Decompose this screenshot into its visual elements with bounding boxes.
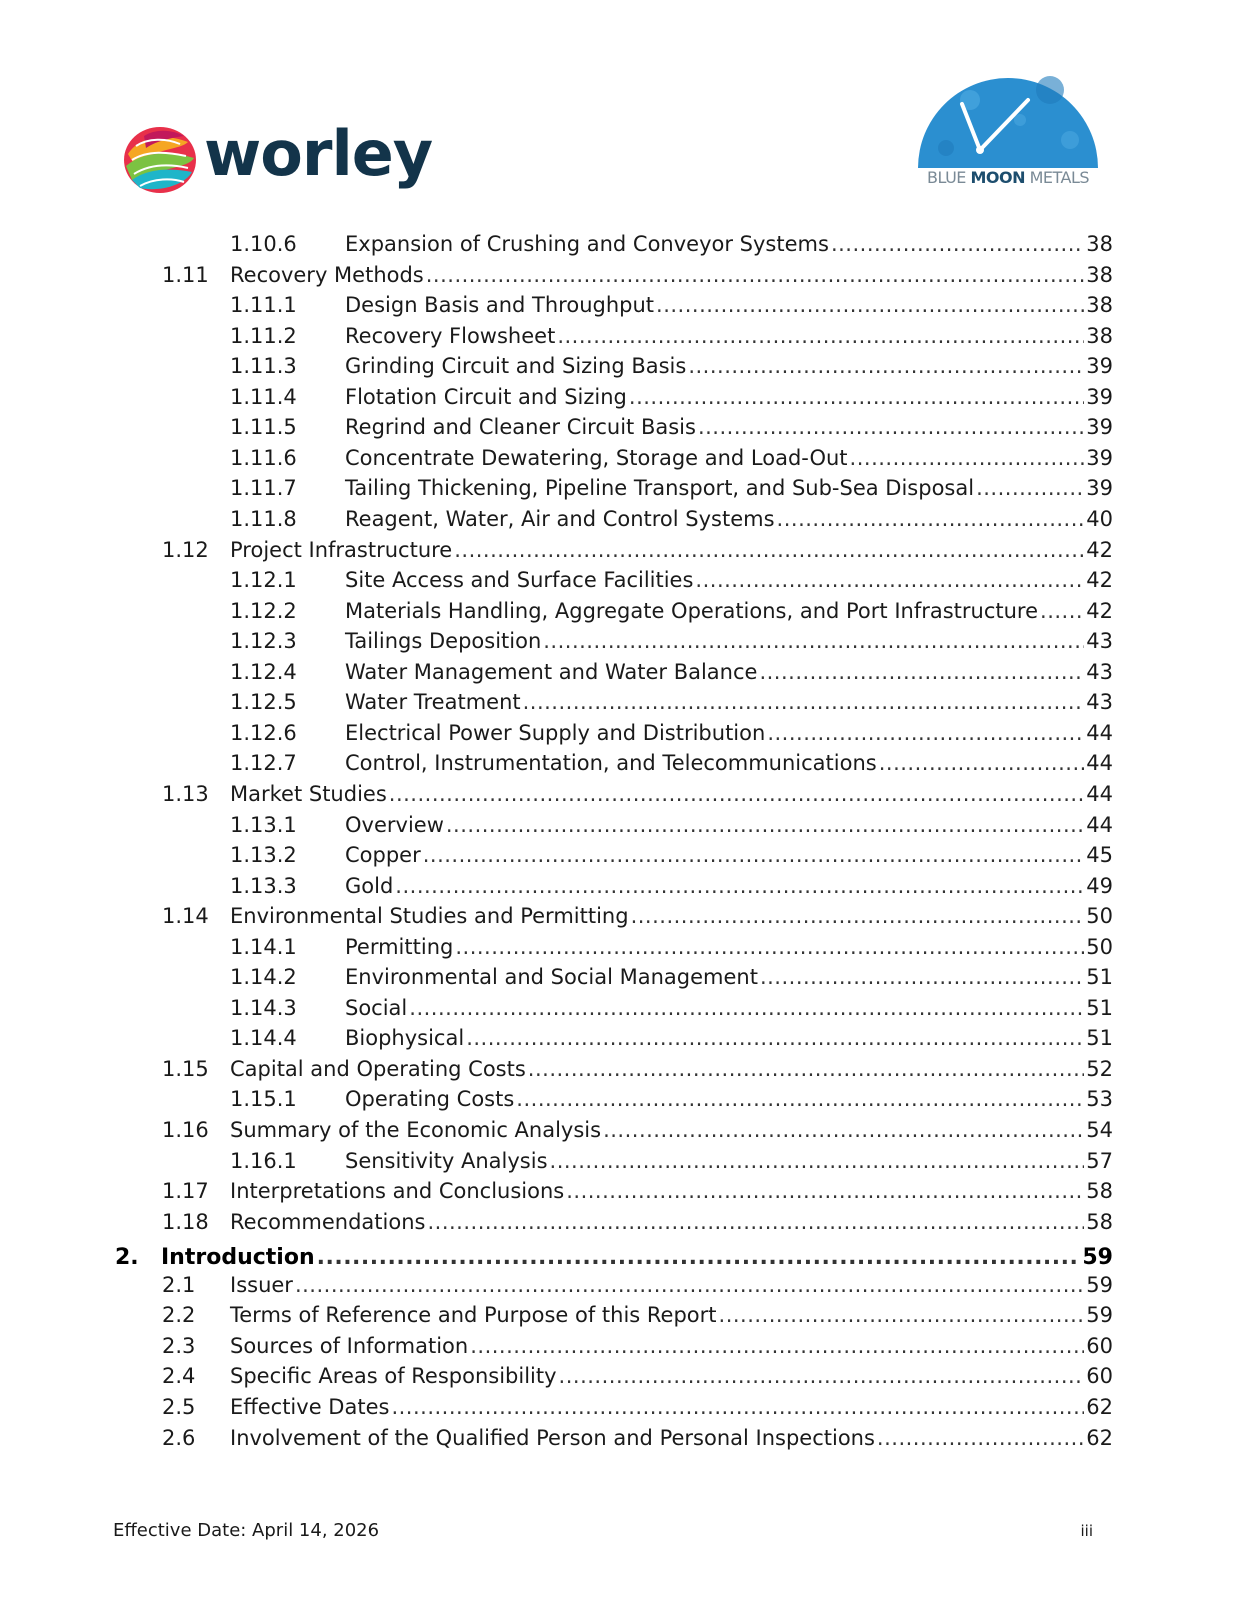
toc-entry-page: 39	[1086, 415, 1113, 440]
toc-entry[interactable]	[230, 962, 1113, 993]
toc-entry-title: Flotation Circuit and Sizing	[345, 384, 627, 409]
toc-entry-number: 1.12.3	[230, 629, 297, 654]
toc-entry[interactable]	[230, 565, 1113, 596]
toc-entry[interactable]	[230, 718, 1113, 749]
toc-entry-title: Design Basis and Throughput	[345, 293, 655, 318]
toc-entry[interactable]	[162, 1176, 1113, 1207]
toc-dot-leader	[760, 962, 1084, 993]
page-header	[0, 0, 1250, 210]
toc-entry-number: 2.4	[162, 1364, 196, 1389]
toc-entry-page: 51	[1086, 965, 1113, 990]
toc-entry-page: 53	[1086, 1087, 1113, 1112]
toc-entry[interactable]	[162, 1300, 1113, 1331]
toc-entry-page: 50	[1086, 904, 1113, 929]
toc-entry[interactable]	[230, 1084, 1113, 1115]
toc-entry-number: 1.14.3	[230, 995, 297, 1020]
toc-entry[interactable]	[230, 748, 1113, 779]
toc-dot-leader	[427, 1207, 1084, 1238]
toc-dot-leader	[466, 1023, 1084, 1054]
toc-entry-page: 42	[1086, 537, 1113, 562]
toc-entry-number: 2.1	[162, 1272, 196, 1297]
blue-moon-metals-logo	[910, 60, 1106, 190]
toc-entry-page: 44	[1086, 781, 1113, 806]
toc-entry[interactable]	[162, 1270, 1113, 1301]
toc-entry-number: 2.3	[162, 1333, 196, 1358]
toc-entry-title: Market Studies	[230, 781, 387, 806]
toc-entry-title: Expansion of Crushing and Conveyor Systems	[345, 232, 829, 256]
toc-dot-leader	[603, 1115, 1084, 1146]
toc-entry-page: 54	[1086, 1118, 1113, 1142]
toc-entry-title: Environmental and Social Management	[345, 965, 758, 990]
toc-dot-leader	[698, 412, 1084, 443]
toc-entry-page: 44	[1086, 812, 1113, 837]
effective-date: Effective Date: April 14, 2026	[113, 1520, 380, 1541]
toc-entry-page: 38	[1086, 293, 1113, 318]
toc-entry[interactable]	[230, 382, 1113, 413]
toc-entry-page: 44	[1086, 751, 1113, 776]
toc-entry-title: Gold	[345, 873, 394, 898]
blue-moon-metals-wordmark	[910, 168, 1106, 187]
toc-entry-page: 59	[1082, 1245, 1113, 1271]
toc-entry-page: 62	[1086, 1394, 1113, 1419]
toc-dot-leader	[976, 473, 1084, 504]
toc-entry-title: Capital and Operating Costs	[230, 1056, 526, 1081]
toc-entry-page: 49	[1086, 873, 1113, 898]
toc-entry[interactable]	[162, 1331, 1113, 1362]
toc-entry-title: Project Infrastructure	[230, 537, 453, 562]
toc-entry-number: 1.12.6	[230, 720, 297, 745]
toc-dot-leader	[446, 810, 1084, 841]
toc-entry[interactable]	[162, 1423, 1113, 1454]
moon-clock-logo-icon	[910, 60, 1106, 170]
toc-entry-page: 51	[1086, 995, 1113, 1020]
toc-entry-number: 1.16.1	[230, 1148, 297, 1173]
toc-entry-title: Overview	[345, 812, 444, 837]
toc-entry-number: 1.14.1	[230, 934, 297, 959]
toc-entry[interactable]	[230, 290, 1113, 321]
toc-entry-number: 1.11	[162, 262, 209, 287]
toc-entry-number: 1.14	[162, 904, 209, 929]
toc-dot-leader	[877, 1423, 1084, 1454]
toc-entry-page: 42	[1086, 568, 1113, 593]
toc-entry-number: 1.13.1	[230, 812, 297, 837]
toc-entry-number: 1.11.5	[230, 415, 297, 440]
toc-entry[interactable]	[162, 1207, 1113, 1238]
toc-entry-page: 60	[1086, 1364, 1113, 1389]
toc-entry-number: 2.5	[162, 1394, 196, 1419]
toc-entry-title: Water Treatment	[345, 690, 521, 715]
toc-entry-title: Materials Handling, Aggregate Operations, and Port Infrastructure	[345, 598, 1039, 623]
toc-entry[interactable]	[162, 1054, 1113, 1085]
toc-entry-number: 1.11.6	[230, 445, 297, 470]
toc-entry-page: 43	[1086, 629, 1113, 654]
toc-entry-title: Summary of the Economic Analysis	[230, 1118, 602, 1142]
toc-entry-title: Site Access and Surface Facilities	[345, 568, 694, 593]
toc-entry-number: 1.11.8	[230, 506, 297, 531]
toc-entry-page: 60	[1086, 1333, 1113, 1358]
toc-entry-title: Issuer	[230, 1272, 293, 1297]
toc-entry-number: 1.15.1	[230, 1087, 297, 1112]
toc-entry-number: 1.12.5	[230, 690, 297, 715]
toc-entry-title: Introduction	[161, 1245, 315, 1271]
toc-entry-number: 2.6	[162, 1425, 196, 1450]
toc-entry[interactable]	[230, 1023, 1113, 1054]
toc-entry-number: 1.18	[162, 1209, 209, 1234]
toc-entry-number: 1.11.4	[230, 384, 297, 409]
toc-dot-leader	[656, 290, 1084, 321]
toc-entry-number: 2.2	[162, 1303, 196, 1328]
toc-entry[interactable]	[162, 535, 1113, 566]
toc-entry-title: Permitting	[345, 934, 454, 959]
toc-entry-page: 51	[1086, 1026, 1113, 1051]
toc-entry-number: 1.12.4	[230, 659, 297, 684]
worley-logo	[122, 117, 442, 200]
toc-entry-number: 1.13.3	[230, 873, 297, 898]
toc-entry-page: 40	[1086, 506, 1113, 531]
toc-entry-number: 1.14.4	[230, 1026, 297, 1051]
toc-entry-number: 1.12.2	[230, 598, 297, 623]
toc-entry-page: 43	[1086, 690, 1113, 715]
toc-dot-leader	[631, 901, 1085, 932]
toc-entry-number: 1.13	[162, 781, 209, 806]
toc-entry[interactable]	[230, 443, 1113, 474]
blue-moon-text-moon: MOON	[970, 168, 1025, 187]
toc-entry[interactable]	[230, 840, 1113, 871]
toc-entry-page: 58	[1086, 1179, 1113, 1204]
toc-entry-page: 45	[1086, 843, 1113, 867]
toc-entry-title: Recovery Methods	[230, 262, 424, 287]
toc-dot-leader	[455, 932, 1084, 963]
toc-entry[interactable]	[162, 901, 1113, 932]
toc-entry[interactable]	[230, 687, 1113, 718]
toc-dot-leader	[409, 993, 1084, 1024]
toc-dot-leader	[759, 657, 1084, 688]
toc-entry-title: Sources of Information	[230, 1333, 469, 1358]
toc-entry-page: 58	[1086, 1209, 1113, 1234]
toc-entry-title: Operating Costs	[345, 1087, 515, 1112]
toc-entry-title: Regrind and Cleaner Circuit Basis	[345, 415, 696, 440]
blue-moon-text-blue: BLUE	[926, 168, 971, 187]
toc-entry[interactable]	[162, 1361, 1113, 1392]
toc-dot-leader	[516, 1084, 1084, 1115]
toc-entry-title: Social	[345, 995, 408, 1020]
toc-entry[interactable]	[230, 412, 1113, 443]
toc-entry[interactable]	[230, 504, 1113, 535]
toc-dot-leader	[426, 260, 1085, 291]
toc-dot-leader	[557, 321, 1084, 352]
toc-entry-page: 62	[1086, 1425, 1113, 1450]
toc-entry-title: Tailings Deposition	[345, 629, 542, 654]
toc-dot-leader	[317, 1242, 1081, 1273]
toc-entry-number: 1.11.1	[230, 293, 297, 318]
toc-entry[interactable]	[230, 626, 1113, 657]
toc-entry-title: Recommendations	[230, 1209, 426, 1234]
toc-entry-title: Tailing Thickening, Pipeline Transport, and Sub-Sea Disposal	[345, 476, 975, 501]
toc-dot-leader	[454, 535, 1084, 566]
toc-dot-leader	[391, 1392, 1084, 1423]
toc-entry-title: Control, Instrumentation, and Telecommunications	[345, 751, 877, 776]
toc-dot-leader	[470, 1331, 1084, 1362]
toc-entry-number: 1.12.1	[230, 568, 297, 593]
toc-entry-number: 1.14.2	[230, 965, 297, 990]
toc-entry-number: 1.11.7	[230, 476, 297, 501]
toc-entry-number: 1.13.2	[230, 843, 297, 867]
toc-entry[interactable]	[162, 1115, 1113, 1146]
toc-entry-page: 43	[1086, 659, 1113, 684]
worley-wordmark: worley	[204, 117, 433, 190]
toc-entry-number: 1.11.3	[230, 354, 297, 379]
toc-entry-title: Involvement of the Qualified Person and Personal Inspections	[230, 1425, 875, 1450]
toc-entry-title: Specific Areas of Responsibility	[230, 1364, 557, 1389]
toc-dot-leader	[1040, 596, 1084, 627]
toc-entry-page: 39	[1086, 354, 1113, 379]
toc-entry[interactable]	[230, 657, 1113, 688]
toc-entry-title: Copper	[345, 843, 421, 867]
toc-entry[interactable]	[162, 260, 1113, 291]
toc-dot-leader	[719, 1300, 1085, 1331]
toc-entry-page: 38	[1086, 323, 1113, 348]
page-number: iii	[1080, 1522, 1093, 1540]
toc-entry[interactable]	[230, 596, 1113, 627]
toc-dot-leader	[629, 382, 1084, 413]
toc-entry-number: 1.17	[162, 1179, 209, 1204]
toc-entry[interactable]	[115, 1242, 1113, 1273]
toc-dot-leader	[550, 1146, 1085, 1177]
toc-dot-leader	[528, 1054, 1084, 1085]
toc-dot-leader	[295, 1270, 1084, 1301]
toc-dot-leader	[543, 626, 1084, 657]
toc-entry-title: Terms of Reference and Purpose of this Report	[230, 1303, 717, 1328]
worley-swirl-logo-icon	[122, 124, 198, 196]
toc-dot-leader	[559, 1361, 1085, 1392]
toc-entry[interactable]	[230, 351, 1113, 382]
toc-entry-title: Concentrate Dewatering, Storage and Load-Out	[345, 445, 848, 470]
toc-entry[interactable]	[162, 1392, 1113, 1423]
toc-entry-number: 2.	[115, 1245, 139, 1271]
toc-entry-title: Environmental Studies and Permitting	[230, 904, 629, 929]
toc-dot-leader	[777, 504, 1085, 535]
toc-entry[interactable]	[230, 871, 1113, 902]
toc-entry-title: Grinding Circuit and Sizing Basis	[345, 354, 687, 379]
toc-dot-leader	[389, 779, 1085, 810]
toc-entry-page: 59	[1086, 1303, 1113, 1328]
toc-entry-title: Electrical Power Supply and Distribution	[345, 720, 766, 745]
toc-entry-title: Recovery Flowsheet	[345, 323, 556, 348]
toc-dot-leader	[395, 871, 1084, 902]
toc-dot-leader	[831, 229, 1084, 260]
toc-dot-leader	[767, 718, 1084, 749]
toc-entry-number: 1.15	[162, 1056, 209, 1081]
toc-dot-leader	[850, 443, 1085, 474]
toc-entry[interactable]	[230, 932, 1113, 963]
toc-entry-page: 42	[1086, 598, 1113, 623]
toc-entry-title: Reagent, Water, Air and Control Systems	[345, 506, 775, 531]
page-footer	[113, 1520, 1093, 1550]
toc-dot-leader	[566, 1176, 1084, 1207]
toc-dot-leader	[688, 351, 1084, 382]
toc-entry-number: 1.11.2	[230, 323, 297, 348]
toc-entry[interactable]	[230, 810, 1113, 841]
toc-entry-page: 59	[1086, 1272, 1113, 1297]
toc-entry-title: Effective Dates	[230, 1394, 390, 1419]
toc-entry[interactable]	[230, 473, 1113, 504]
toc-entry[interactable]	[162, 779, 1113, 810]
toc-dot-leader	[523, 687, 1085, 718]
toc-entry-page: 39	[1086, 445, 1113, 470]
toc-dot-leader	[423, 840, 1085, 871]
toc-entry-page: 38	[1086, 232, 1113, 256]
blue-moon-text-metals: METALS	[1024, 168, 1090, 187]
toc-entry-number: 1.12.7	[230, 751, 297, 776]
toc-entry[interactable]	[230, 229, 1113, 260]
toc-entry-title: Water Management and Water Balance	[345, 659, 758, 684]
toc-dot-leader	[695, 565, 1084, 596]
toc-entry-page: 39	[1086, 384, 1113, 409]
toc-entry-page: 52	[1086, 1056, 1113, 1081]
toc-entry-page: 50	[1086, 934, 1113, 959]
toc-entry[interactable]	[230, 993, 1113, 1024]
toc-entry[interactable]	[230, 321, 1113, 352]
toc-entry-title: Biophysical	[345, 1026, 465, 1051]
toc-entry[interactable]	[230, 1146, 1113, 1177]
toc-entry-number: 1.10.6	[230, 232, 297, 256]
toc-entry-page: 57	[1086, 1148, 1113, 1173]
toc-entry-page: 38	[1086, 262, 1113, 287]
toc-entry-page: 44	[1086, 720, 1113, 745]
toc-entry-title: Sensitivity Analysis	[345, 1148, 548, 1173]
toc-entry-title: Interpretations and Conclusions	[230, 1179, 565, 1204]
toc-entry-number: 1.12	[162, 537, 209, 562]
toc-dot-leader	[879, 748, 1085, 779]
toc-entry-page: 39	[1086, 476, 1113, 501]
toc-entry-number: 1.16	[162, 1118, 209, 1142]
